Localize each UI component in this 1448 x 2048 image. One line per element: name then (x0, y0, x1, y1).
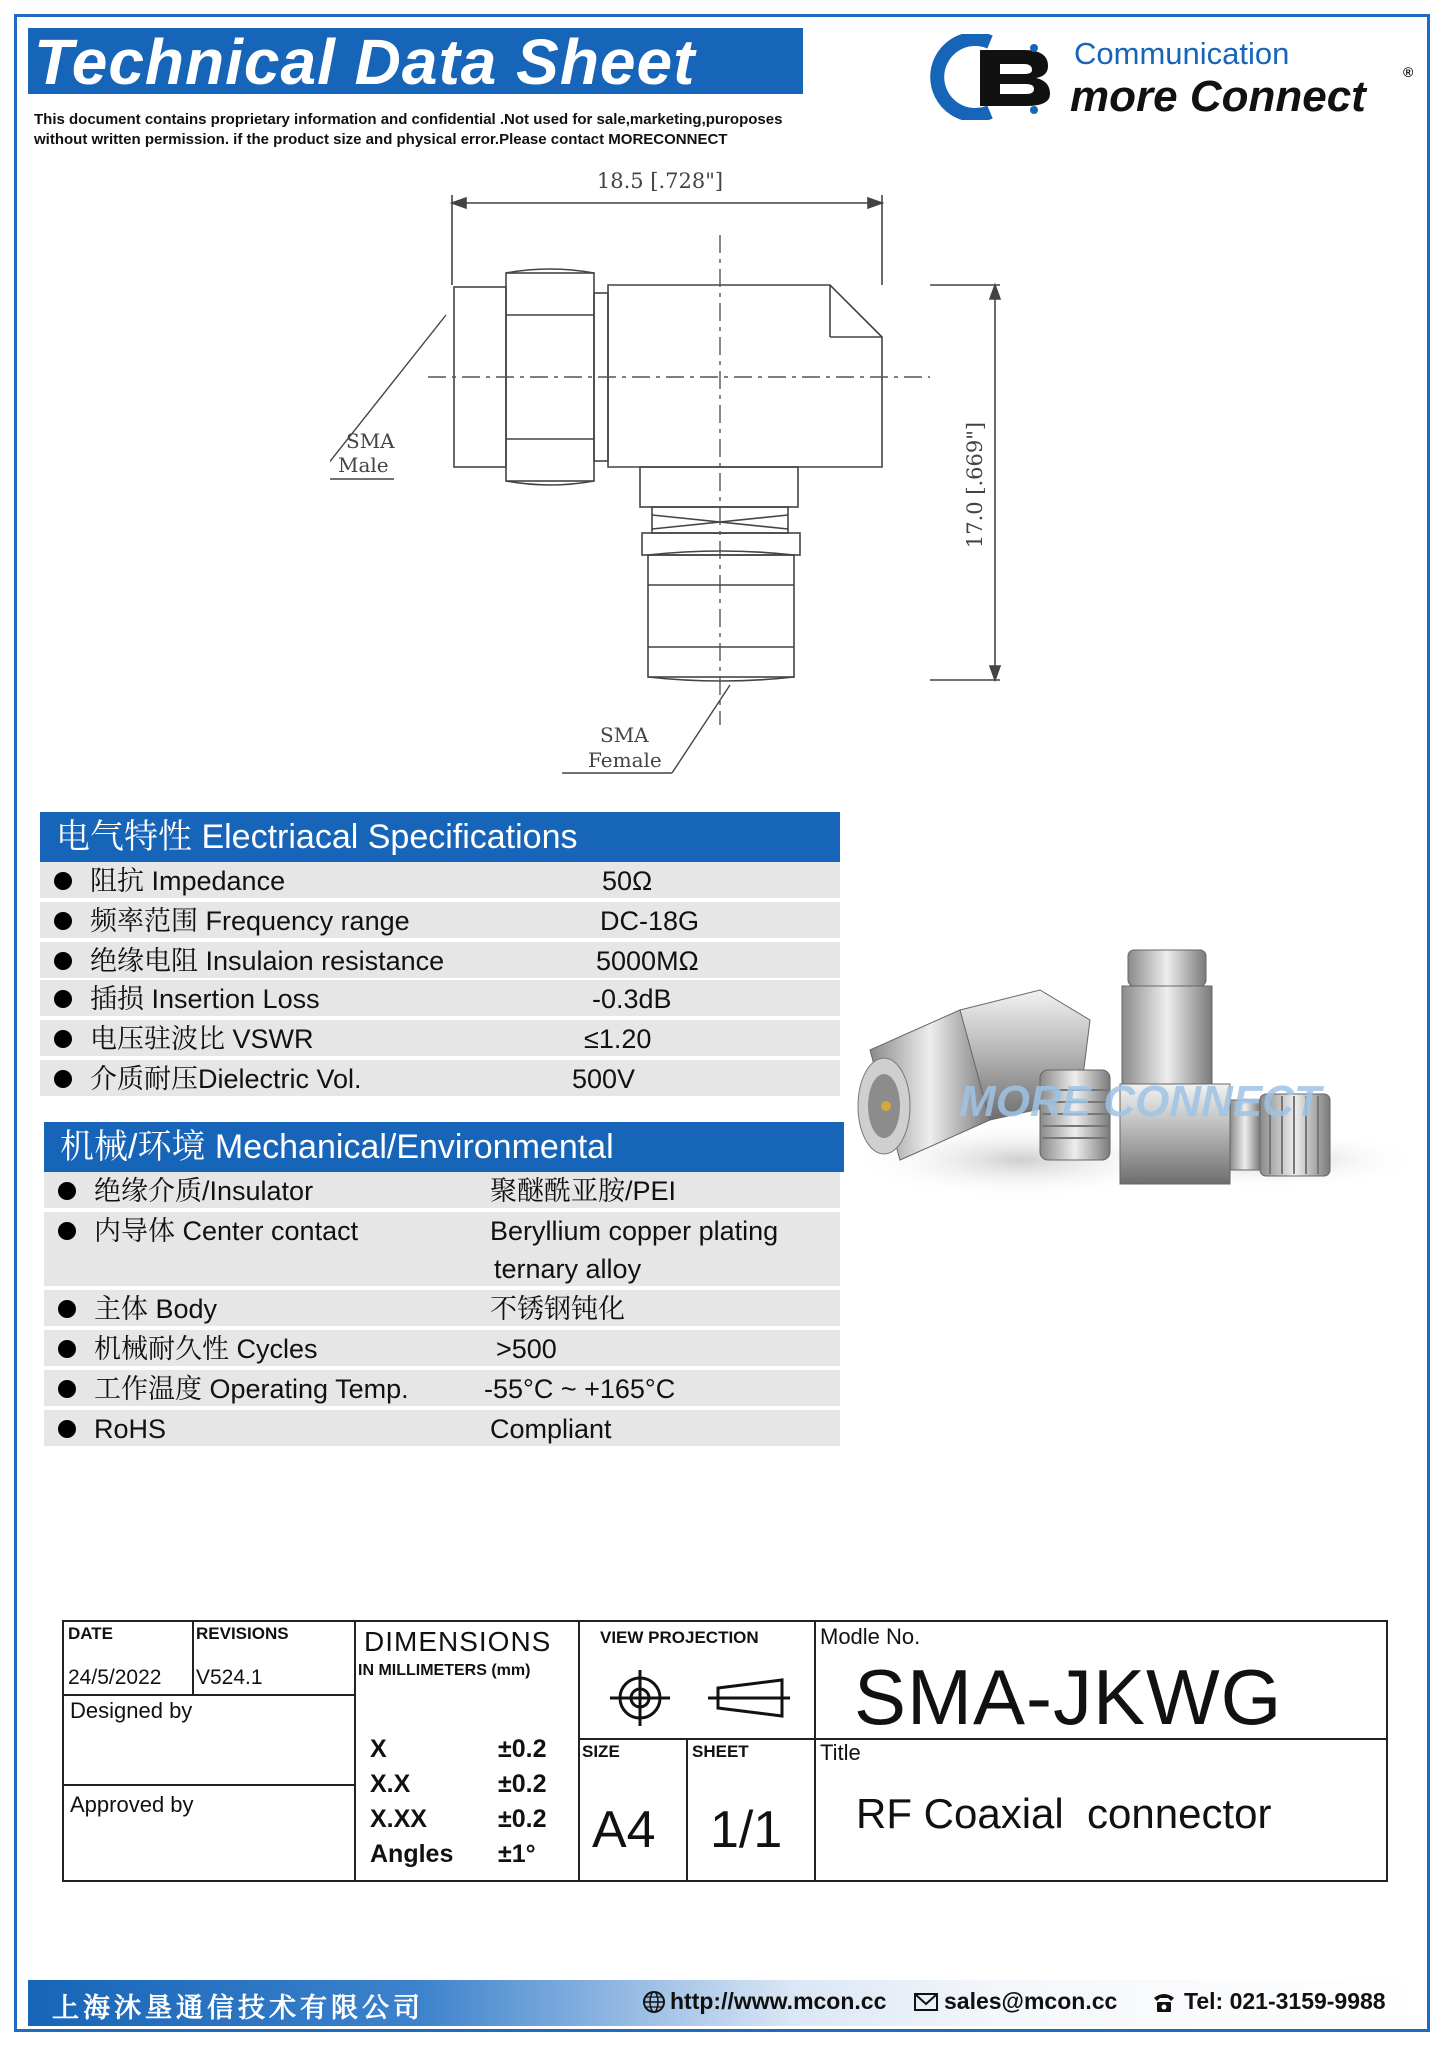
product-title: RF Coaxial connector (856, 1790, 1272, 1837)
revisions-value: V524.1 (196, 1666, 263, 1689)
bullet-icon (58, 1340, 76, 1358)
spec-row: 介质耐压Dielectric Vol. 500V (40, 1060, 840, 1098)
spec-row: 频率范围 Frequency range DC-18G (40, 902, 840, 940)
designed-by-label: Designed by (70, 1698, 193, 1723)
bullet-icon (58, 1420, 76, 1438)
model-label: Modle No. (820, 1624, 921, 1649)
spec-row: 插损 Insertion Loss -0.3dB (40, 980, 840, 1018)
divider (686, 1738, 688, 1882)
size-label: SIZE (582, 1742, 620, 1761)
spec-row: 绝缘介质/Insulator 聚醚酰亚胺/PEI (44, 1172, 840, 1210)
tolerance-keys: X X.X X.XX Angles (370, 1735, 454, 1868)
projection-symbol-icon (604, 1666, 794, 1730)
title-block (62, 1620, 1388, 1882)
divider (814, 1622, 816, 1882)
tolerance-values: ±0.2 ±0.2 ±0.2 ±1° (498, 1735, 547, 1868)
size-value: A4 (592, 1801, 656, 1859)
male-label-1: SMA (346, 429, 395, 453)
female-label-2: Female (588, 748, 662, 772)
technical-drawing (330, 165, 1030, 795)
date-value: 24/5/2022 (68, 1666, 162, 1689)
bullet-icon (54, 1030, 72, 1048)
date-label: DATE (68, 1624, 114, 1643)
bullet-icon (54, 872, 72, 890)
divider (578, 1622, 580, 1882)
sheet-label: SHEET (692, 1742, 749, 1761)
divider (354, 1622, 356, 1882)
mechanical-heading: 机械/环境 Mechanical/Environmental (44, 1122, 844, 1172)
divider (64, 1784, 354, 1786)
dimensions-label: DIMENSIONS (364, 1626, 552, 1657)
bullet-icon (58, 1380, 76, 1398)
electrical-heading: 电气特性 Electriacal Specifications (40, 812, 840, 862)
divider (64, 1694, 354, 1696)
footer-email[interactable]: sales@mcon.cc (944, 1988, 1118, 2014)
globe-icon (642, 1990, 666, 2014)
height-dimension: 17.0 [.669"] (963, 421, 987, 549)
spec-row: 主体 Body 不锈钢钝化 (44, 1290, 840, 1328)
approved-by-label: Approved by (70, 1792, 194, 1817)
title-label: Title (820, 1740, 861, 1765)
view-projection-label: VIEW PROJECTION (600, 1628, 759, 1647)
bullet-icon (58, 1300, 76, 1318)
bullet-icon (58, 1182, 76, 1200)
spec-row: RoHS Compliant (44, 1410, 840, 1448)
sheet-value: 1/1 (710, 1801, 783, 1859)
model-number: SMA-JKWG (854, 1653, 1283, 1741)
bullet-icon (54, 952, 72, 970)
footer-website[interactable]: http://www.mcon.cc (670, 1988, 887, 2014)
spec-row: 机械耐久性 Cycles >500 (44, 1330, 840, 1368)
width-dimension: 18.5 [.728"] (596, 169, 724, 193)
brand-tagline: Communication (1074, 36, 1290, 71)
female-label-1: SMA (600, 723, 649, 747)
email-icon (914, 1990, 938, 2014)
footer-company: 上海沐垦通信技术有限公司 (52, 1993, 424, 2024)
bullet-icon (58, 1222, 76, 1240)
revisions-label: REVISIONS (196, 1624, 289, 1643)
page-title: Technical Data Sheet (34, 26, 696, 98)
product-photo (850, 930, 1430, 1260)
disclaimer (34, 110, 834, 150)
disclaimer-line-1: This document contains proprietary information and confidential .Not used for sale,marketing,puroposes (34, 111, 783, 128)
spec-row: 工作温度 Operating Temp. -55°C ~ +165°C (44, 1370, 840, 1408)
spec-row: 内导体 Center contact Beryllium copper plating ternary alloy (44, 1212, 840, 1288)
spec-row: 阻抗 Impedance 50Ω (40, 862, 840, 900)
footer-tel: Tel: 021-3159-9988 (1184, 1988, 1386, 2014)
bullet-icon (54, 990, 72, 1008)
spec-row: 电压驻波比 VSWR ≤1.20 (40, 1020, 840, 1058)
registered-mark: ® (1403, 64, 1414, 80)
bullet-icon (54, 1070, 72, 1088)
bullet-icon (54, 912, 72, 930)
male-label-2: Male (338, 453, 389, 477)
disclaimer-line-2: without written permission. if the product size and physical error.Please contact MORECONNECT (34, 131, 728, 148)
company-logo-icon (928, 34, 1058, 120)
dimensions-unit: IN MILLIMETERS (mm) (358, 1662, 531, 1679)
phone-icon (1152, 1990, 1176, 2014)
brand-name: more Connect (1070, 72, 1366, 121)
divider (192, 1622, 194, 1694)
spec-row: 绝缘电阻 Insulaion resistance 5000MΩ (40, 942, 840, 980)
photo-watermark: MORE CONNECT (959, 1077, 1321, 1126)
